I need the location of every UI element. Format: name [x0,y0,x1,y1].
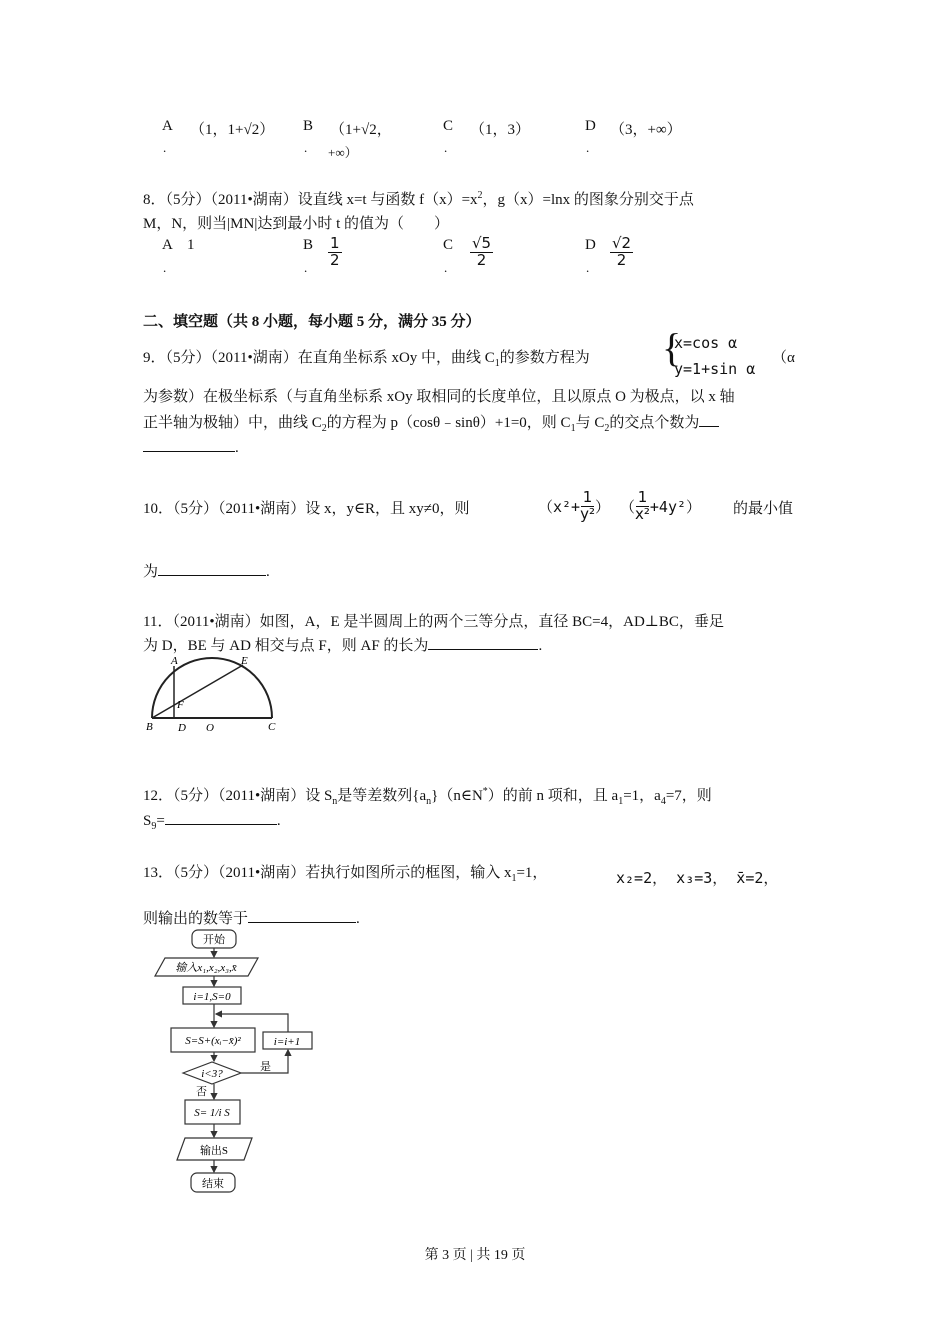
param-eq-y: y=1+sin α [674,360,756,378]
start-label: 开始 [203,934,225,946]
numerator: √2 [612,234,632,252]
subscript: 1 [494,358,500,369]
denominator: 2 [616,250,627,269]
label-o: O [206,722,214,734]
semicircle-arc [152,658,272,718]
option-dot: . [163,260,167,275]
page-footer: 第 3 页 | 共 19 页 [424,1248,526,1263]
q10-line1-end: 的最小值 [733,501,794,517]
q9-line3 [143,411,719,434]
denominator: 2 [330,250,340,269]
text: 的交点个数为 [609,415,700,431]
subscript: n [426,796,432,807]
option-letter: B [303,118,314,134]
option-dot: . [444,140,448,155]
subscript: n [332,796,338,807]
answer-blank[interactable] [699,412,719,427]
text: 的参数方程为 [499,350,590,366]
yes-label: 是 [260,1061,271,1073]
condition-label: i<3? [201,1068,223,1080]
denominator: y² [580,504,595,523]
subscript: 4 [660,796,666,807]
subscript: 2 [604,423,610,434]
text: . [538,638,543,654]
text: ，g（x）=lnx 的图象分别交于点 [482,192,694,208]
text: ） [594,497,610,516]
numerator: 1 [637,488,648,506]
label-f: F [177,699,184,711]
q13-line1 [143,861,547,884]
text: =1， [516,865,548,881]
subscript: 1 [618,796,624,807]
text: 正半轴为极轴）中，曲线 C [143,415,322,431]
answer-blank[interactable] [248,908,356,923]
label-e: E [241,655,248,667]
option-letter: D [585,118,596,134]
option-letter: A [162,118,173,134]
label-c: C [268,721,276,733]
option-letter: D [585,237,596,253]
text: 13．（5分）（2011•湖南）若执行如图所示的框图，输入 x [143,865,512,881]
option-text: （1，1+√2） [190,122,275,138]
q10-line1: 10．（5分）（2011•湖南）设 x，y∈R，且 xy≠0，则 [143,501,470,517]
text: =7，则 [665,788,712,804]
text: 与 C [575,415,605,431]
text: . [266,564,270,580]
final-label: S= 1/i S [194,1107,230,1119]
fraction [580,490,595,523]
numerator: √5 [472,234,492,252]
numerator: 1 [330,234,340,252]
semicircle-figure [140,652,290,737]
text: 9．（5分）（2011•湖南）在直角坐标系 xOy 中，曲线 C [143,350,495,366]
label-b: B [146,721,153,733]
option-text: （1+√2， [330,122,392,138]
q9-line2: 为参数）在极坐标系（与直角坐标系 xOy 取相同的长度单位，且以原点 O 为极点，以 x 轴 [143,389,735,405]
text: }（n∈N [431,788,483,804]
flowchart [140,925,340,1205]
text: 是等差数列{a [337,788,427,804]
denominator: 2 [476,250,487,269]
q10-line2 [143,560,270,581]
q12-line1 [143,784,712,807]
segment-be [152,665,243,718]
denominator: x² [635,504,650,523]
text: 12．（5分）（2011•湖南）设 S [143,788,333,804]
q9-line4 [143,437,239,457]
option-text-cont: +∞） [328,145,358,160]
option-dot: . [586,140,590,155]
subscript: 9 [151,821,157,832]
increment-label: i=i+1 [273,1036,301,1048]
text: . [356,911,360,927]
input-label: 输入x₁,x₂,x₃,x̄ [175,962,237,974]
option-fraction [328,236,342,269]
option-fraction [610,236,633,269]
option-dot: . [444,260,448,275]
answer-blank[interactable] [165,810,277,825]
q8-line1 [143,188,694,209]
init-label: i=1,S=0 [193,991,231,1003]
text: （ [620,497,636,516]
update-label: S=S+(xᵢ−x̄)² [185,1035,241,1047]
section-heading: 二、填空题（共 8 小题，每小题 5 分，满分 35 分） [143,314,481,330]
end-label: 结束 [202,1178,224,1190]
subscript: 1 [511,873,517,884]
text: . [235,440,239,456]
numerator: 1 [582,488,593,506]
text: +4y²） [649,497,702,516]
option-text: 1 [187,237,195,253]
option-letter: C [443,118,454,134]
text: ）的前 n 项和，且 a [487,788,619,804]
brace: { [662,325,682,370]
text: 则输出的数等于 [143,911,249,927]
text: 8．（5分）（2011•湖南）设直线 x=t 与函数 f（x）=x [143,192,478,208]
q13-expression: x₂=2， x₃=3， x̄=2， [616,869,779,887]
text: 为 [143,564,159,580]
output-label: 输出S [199,1145,229,1157]
option-fraction [470,236,493,269]
text: . [276,813,281,829]
option-text: （3，+∞） [610,122,682,138]
option-letter: C [443,237,454,253]
option-letter: B [303,237,314,253]
text: = [156,813,165,829]
option-letter: A [162,237,173,253]
option-dot: . [586,260,590,275]
superscript: 2 [477,190,483,201]
q11-line1: 11．（2011•湖南）如图，A，E 是半圆周上的两个三等分点，直径 BC=4，AD⊥BC，垂足 [143,614,724,630]
answer-blank[interactable] [158,561,266,576]
subscript: 1 [570,423,576,434]
no-label: 否 [196,1086,207,1098]
param-eq-x: x=cos α [674,334,738,352]
label-d: D [178,722,186,734]
text: （x²+ [538,497,581,516]
subscript: 2 [321,423,327,434]
option-dot: . [304,260,308,275]
q10-expression [538,490,701,523]
q9-alpha: （α [772,350,795,366]
text: 为 D，BE 与 AD 相交与点 F，则 AF 的长为 [143,638,429,654]
superscript: * [482,786,488,797]
q9-line1 [143,346,590,369]
q12-line2 [143,810,281,832]
text: =1，a [623,788,661,804]
label-a: A [171,655,178,667]
option-dot: . [304,140,308,155]
answer-blank[interactable] [428,635,538,650]
q8-line2: M，N，则当|MN|达到最小时 t 的值为（ ） [143,216,450,232]
text: S [143,813,152,829]
text: 的方程为 p（cosθ﹣sinθ）+1=0，则 C [326,415,571,431]
option-dot: . [163,140,167,155]
option-text: （1，3） [470,122,531,138]
fraction [635,490,650,523]
answer-blank[interactable] [143,437,235,452]
